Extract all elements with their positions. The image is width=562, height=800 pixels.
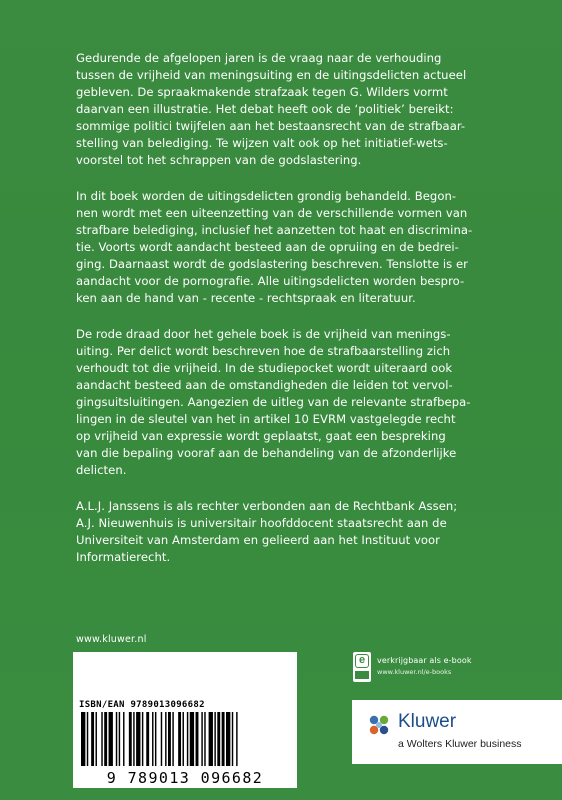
ebook-icon: e — [353, 652, 371, 682]
blurb-paragraph-3: De rode draad door het gehele boek is de vrijheid van menings- uiting. Per delict wordt beschreven hoe de strafbaarstelling zich verhoudt tot die vrijheid. In de studiepocket wordt uiteraard ook aandacht besteed aan de omstandigheden die leiden tot vervol- gingsuitsluitingen. Aangezien de uitleg van de relevante strafbepa- lingen in de sleutel van het in artikel 10 EVRM vastgelegde recht op vrijheid van expressie wordt geplaatst, gaat een bespreking van die bepaling vooraf aan de behandeling van de afzonderlijke delicten. — [76, 327, 471, 477]
ebook-available-text: verkrijgbaar als e-book — [377, 656, 472, 665]
author-bio: A.L.J. Janssens is als rechter verbonden aan de Rechtbank Assen; A.J. Nieuwenhuis is universitair hoofddocent staatsrecht aan de Universiteit van Amsterdam en gelieerd aan het Instituut voor Informatierecht. — [76, 499, 458, 564]
blurb-paragraph-1: Gedurende de afgelopen jaren is de vraag naar de verhouding tussen de vrijheid van meningsuiting en de uitingsdelicten actueel gebleven. De spraakmakende strafzaak tegen G. Wilders vormt daarvan een illustratie. Het debat heeft ook de ‘politiek’ bereikt: sommige politici twijfelen aan het bestaansrecht van de strafbaar- stelling van belediging. Te wijzen valt ook op het initiatief-wets- voorstel tot het schrappen van de godslastering. — [76, 51, 467, 167]
barcode-digits: 9 789013 096682 — [106, 769, 264, 787]
publisher-logo-panel — [352, 700, 562, 764]
barcode-image — [79, 712, 291, 768]
kluwer-globe-logo — [366, 712, 392, 738]
blurb-text — [76, 50, 512, 585]
publisher-website: www.kluwer.nl — [76, 634, 147, 645]
isbn-label: ISBN/EAN 9789013096682 — [79, 700, 205, 710]
ebook-url: www.kluwer.nl/e-books — [377, 668, 452, 676]
ebook-notice — [353, 652, 523, 686]
publisher-name: Kluwer — [398, 711, 457, 732]
publisher-tagline: a Wolters Kluwer business — [398, 738, 522, 750]
blurb-paragraph-2: In dit boek worden de uitingsdelicten grondig behandeld. Begon- nen wordt met een uiteenzetting van de verschillende vormen van strafbare belediging, inclusief het aanzetten tot haat en discrimina- tie. Voorts wordt aandacht besteed aan de opruiing en de bedrei- ging. Daarnaast wordt de godslastering beschreven. Tenslotte is er aandacht voor de pornografie. Alle uitingsdelicten worden bespro- ken aan de hand van - recente - rechtspraak en literatuur. — [76, 189, 473, 305]
barcode-panel — [73, 652, 297, 788]
